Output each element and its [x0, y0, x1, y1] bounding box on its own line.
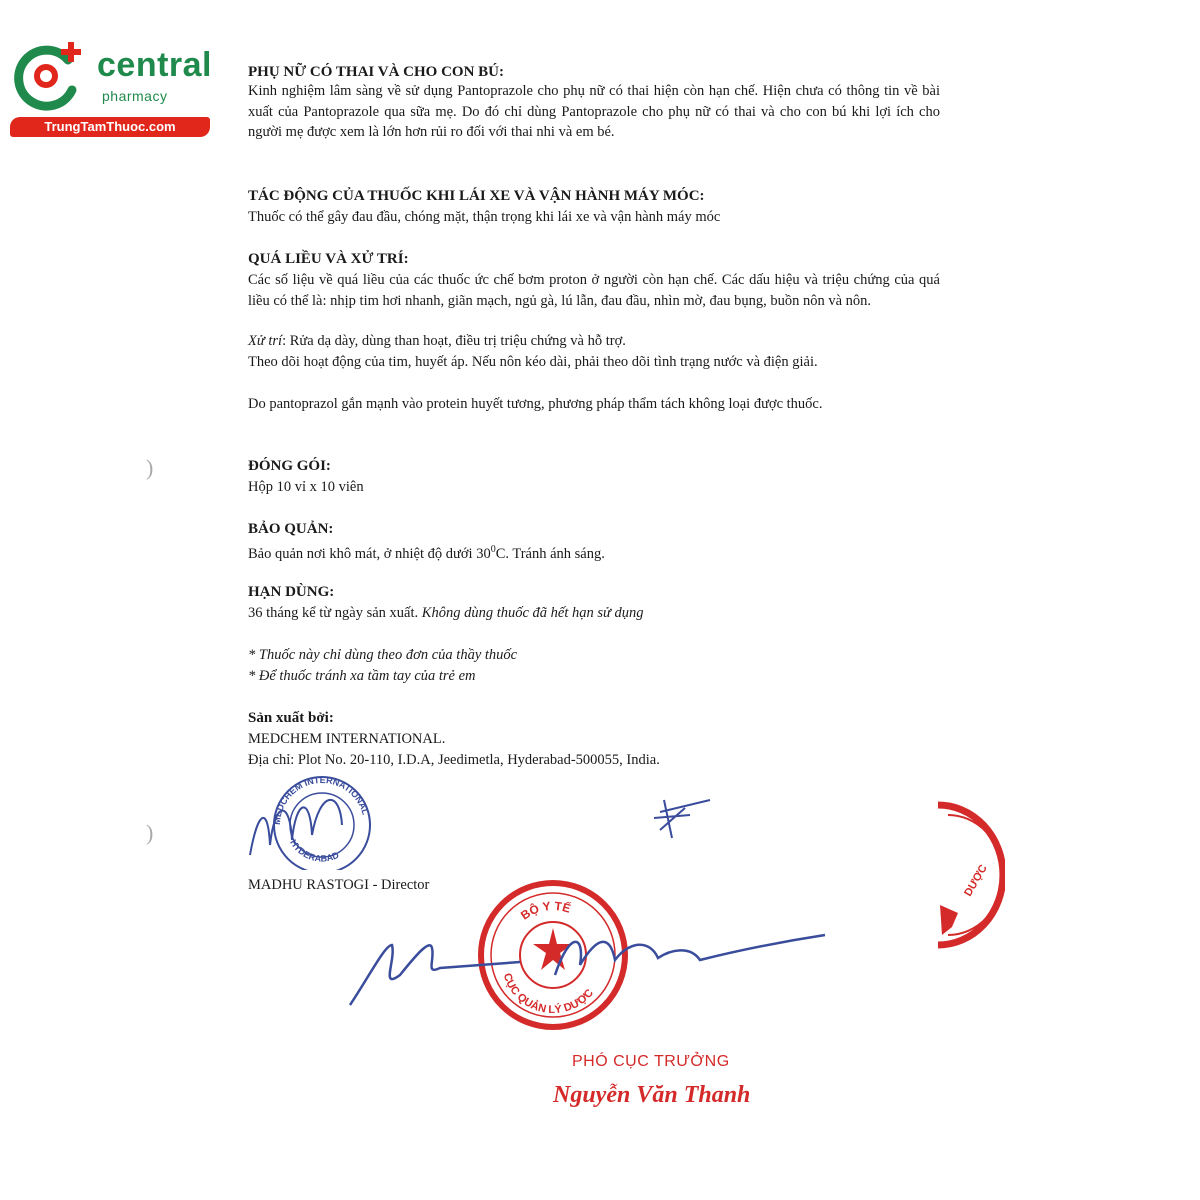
logo-brand-text: central — [97, 46, 212, 84]
scan-edge-mark: ) — [146, 820, 154, 845]
company-stamp-top-text: MEDCHEM INTERNATIONAL — [271, 774, 371, 826]
section-text-overdose-symptoms: Các số liệu về quá liều của các thuốc ức chế bơm proton ở người còn hạn chế. Các dấu hiệu và triệu chứng của quá liều có thể là: nhịp tim hơi nhanh, giãn mạch, ngủ gà, lú lẫn, đau đầu, nhìn mờ, đau bụng, buồn nôn và nôn. — [248, 272, 940, 309]
storage-superscript: 0 — [490, 544, 496, 555]
section-title-storage: BẢO QUẢN: — [248, 521, 334, 537]
emblem-star-icon — [533, 928, 573, 970]
ministry-stamp-bottom-text: CỤC QUẢN LÝ DƯỢC — [500, 971, 596, 1017]
svg-text:BỘ Y TẾ — [518, 899, 572, 923]
company-stamp — [262, 770, 380, 870]
manufacturer-signatory: MADHU RASTOGI - Director — [248, 877, 430, 893]
deputy-director-name: Nguyễn Văn Thanh — [553, 1082, 751, 1108]
partial-stamp — [930, 795, 1005, 955]
pharmacy-logo-icon — [10, 38, 90, 118]
storage-text-after: C. Tránh ánh sáng. — [495, 545, 605, 562]
logo-website-link[interactable]: TrungTamThuoc.com — [10, 117, 210, 137]
overdose-treatment-line — [248, 331, 626, 352]
section-title-pregnancy: PHỤ NỮ CÓ THAI VÀ CHO CON BÚ: — [248, 64, 504, 80]
company-stamp-bottom-text: HYDERABAD — [288, 837, 341, 864]
storage-text-before: Bảo quản nơi khô mát, ở nhiệt độ dưới 30 — [248, 545, 491, 562]
partial-stamp-text: DƯỢC — [962, 862, 990, 899]
section-text-packaging: Hộp 10 vỉ x 10 viên — [248, 479, 364, 495]
section-title-overdose: QUÁ LIỀU VÀ XỬ TRÍ: — [248, 251, 409, 267]
manufacturer-name: MEDCHEM INTERNATIONAL. — [248, 731, 446, 747]
manufacturer-title: Sản xuất bởi: — [248, 710, 334, 726]
svg-text:MEDCHEM INTERNATIONAL — [272, 775, 371, 825]
section-text-expiry — [248, 603, 644, 624]
ministry-stamp — [478, 880, 628, 1030]
section-title-expiry: HẠN DÙNG: — [248, 584, 335, 600]
note-children: * Để thuốc tránh xa tầm tay của trẻ em — [248, 668, 476, 684]
central-pharmacy-logo[interactable] — [10, 38, 215, 138]
deputy-director-title: PHÓ CỤC TRƯỞNG — [572, 1053, 730, 1070]
section-title-driving: TÁC ĐỘNG CỦA THUỐC KHI LÁI XE VÀ VẬN HÀNH MÁY MÓC: — [248, 188, 705, 204]
section-text-overdose-dialysis: Do pantoprazol gắn mạnh vào protein huyết tương, phương pháp thẩm tách không loại được thuốc. — [248, 396, 823, 412]
initial-mark — [654, 800, 710, 838]
ministry-stamp-top-text: BỘ Y TẾ — [518, 898, 573, 923]
treatment-label: Xử trí — [248, 333, 283, 349]
manufacturer-address: Địa chỉ: Plot No. 20-110, I.D.A, Jeedimetla, Hyderabad-500055, India. — [248, 752, 660, 768]
scan-edge-mark: ) — [146, 455, 154, 480]
note-prescription: * Thuốc này chỉ dùng theo đơn của thầy thuốc — [248, 647, 518, 663]
section-text-driving: Thuốc có thể gây đau đầu, chóng mặt, thận trọng khi lái xe và vận hành máy móc — [248, 209, 721, 225]
svg-text:HYDERABAD — [288, 838, 341, 864]
treatment-text: : Rửa dạ dày, dùng than hoạt, điều trị triệu chứng và hỗ trợ. — [282, 333, 626, 349]
expiry-warning: Không dùng thuốc đã hết hạn sử dụng — [421, 605, 644, 621]
section-text-pregnancy: Kinh nghiệm lâm sàng về sử dụng Pantoprazole cho phụ nữ có thai hiện còn hạn chế. Hiện chưa có thông tin về bài xuất của Pantoprazole qua sữa mẹ. Do đó chỉ dùng Pantoprazole cho phụ nữ có thai và cho con bú khi lợi ích cho người mẹ được xem là lớn hơn rủi ro đối với thai nhi và em bé. — [248, 83, 940, 140]
section-text-overdose-monitoring: Theo dõi hoạt động của tim, huyết áp. Nếu nôn kéo dài, phải theo dõi tình trạng nước và điện giải. — [248, 354, 818, 370]
logo-sub-text: pharmacy — [102, 88, 168, 104]
section-title-packaging: ĐÓNG GÓI: — [248, 458, 331, 474]
section-text-storage — [248, 540, 605, 564]
expiry-text: 36 tháng kể từ ngày sản xuất. — [248, 605, 422, 621]
